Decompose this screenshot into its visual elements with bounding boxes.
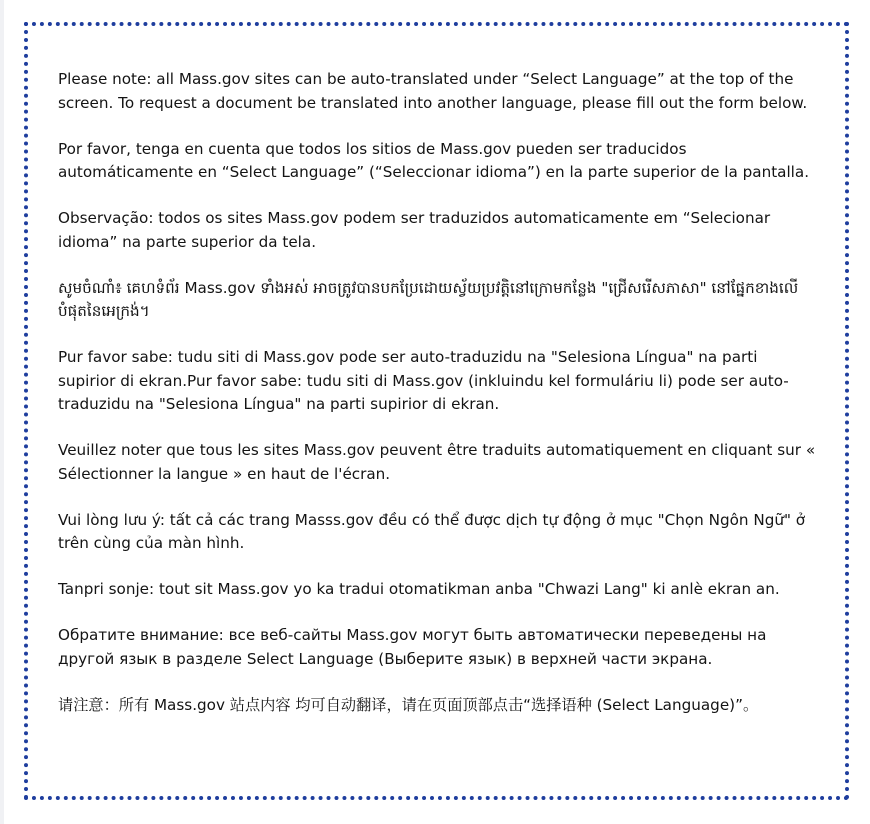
notice-paragraph-chinese: 请注意：所有 Mass.gov 站点内容 均可自动翻译，请在页面顶部点击“选择语种 (Select Language)”。 <box>58 695 759 714</box>
notice-paragraph-khmer: សូមចំណាំ៖ គេហទំព័រ Mass.gov ទាំងអស់ អាចត្រូវបានបកប្រែដោយស្វ័យប្រវត្តិនៅក្រោមកន្លែង "ជ្រើសរើសភាសា" នៅផ្នែកខាងលើបំផុតនៃអេក្រង់។ <box>58 278 799 320</box>
notice-paragraph-russian: Обратите внимание: все веб-сайты Mass.gov могут быть автоматически переведены на другой язык в разделе Select Language (Выберите язык) в верхней части экрана. <box>58 626 767 668</box>
notice-paragraph-english: Please note: all Mass.gov sites can be auto-translated under “Select Language” at the top of the screen. To request a document be translated into another language, please fill out the form below. <box>58 70 808 112</box>
translation-notice-box <box>24 22 849 800</box>
notice-paragraph-cape-verdean: Pur favor sabe: tudu siti di Mass.gov pode ser auto-traduzidu na "Selesiona Língua" na parti supirior di ekran.Pur favor sabe: tudu siti di Mass.gov (inkluindu kel formuláriu li) pode ser auto-traduzidu na "Selesiona Língua" na parti supirior di ekran. <box>58 348 789 413</box>
notice-paragraph-spanish: Por favor, tenga en cuenta que todos los sitios de Mass.gov pueden ser traducidos automáticamente en “Select Language” (“Seleccionar idioma”) en la parte superior de la pantalla. <box>58 139 810 181</box>
left-edge-rule <box>0 0 4 824</box>
notice-content <box>58 68 818 717</box>
notice-paragraph-haitian-creole: Tanpri sonje: tout sit Mass.gov yo ka tradui otomatikman anba "Chwazi Lang" ki anlè ekran an. <box>58 580 780 598</box>
notice-paragraph-french: Veuillez noter que tous les sites Mass.gov peuvent être traduits automatiquement en cliquant sur « Sélectionner la langue » en haut de l'écran. <box>58 441 816 483</box>
notice-paragraph-portuguese: Observação: todos os sites Mass.gov podem ser traduzidos automaticamente em “Selecionar idioma” na parte superior da tela. <box>58 209 771 251</box>
notice-paragraph-vietnamese: Vui lòng lưu ý: tất cả các trang Masss.gov đều có thể được dịch tự động ở mục "Chọn Ngôn Ngữ" ở trên cùng của màn hình. <box>58 510 806 552</box>
